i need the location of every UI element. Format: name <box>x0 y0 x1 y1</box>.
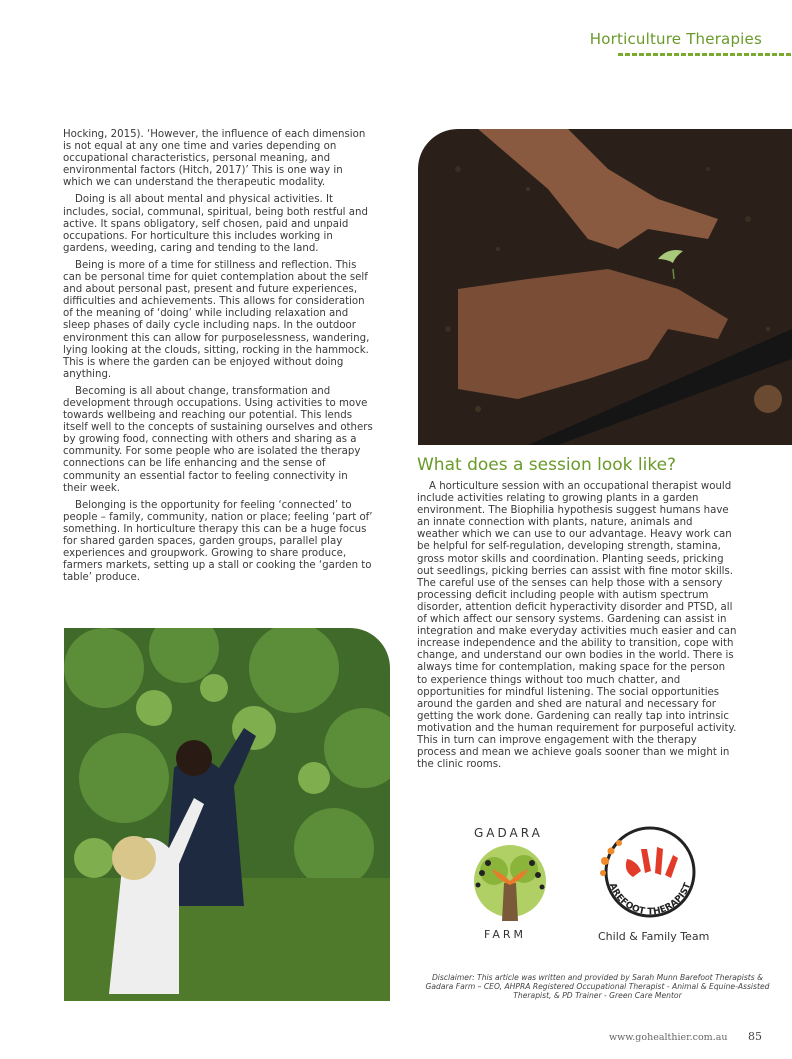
session-body: A horticulture session with an occupational therapist would include activities relating to growing plants in a garden environment. The Biophilia hypothesis suggest humans have an innate connection with plants, nature, animals and weather which we can use to our advantage. Heavy work can be helpful for self-regulation, developing strength, stamina, gross motor skills and coordination. Planting seeds, pricking out seedlings, picking berries can assist with fine motor skills. The careful use of the senses can help those with a sensory processing deficit including people with autism spectrum disorder, attention deficit hyperactivity disorder and PTSD, all of which affect our sensory systems. Gardening can assist in integration and make everyday activities much easier and can increase independence and the ability to transition, cope with change, and understand our own bodies in the world. There is always time for contemplation, making space for the person to experience things without too much chatter, and opportunities for mindful listening. The social opportunities around the garden and shed are natural and necessary for getting the work done. Gardening can really tap into intrinsic motivation and the human requirement for purposeful activity. This in turn can improve engagement with the therapy process and mean we achieve goals sooner than we might in the clinic rooms. <box>417 481 737 771</box>
session-heading: What does a session look like? <box>417 455 677 475</box>
gadara-logo-bottom-text: FARM <box>484 928 526 941</box>
page-number: 85 <box>748 1030 762 1043</box>
disclaimer: Disclaimer: This article was written and provided by Sarah Munn Barefoot Therapists & Gadara Farm – CEO, AHPRA Registered Occupational Therapist - Animal & Equine-Assisted Therapist, & PD Trainer - Green Care Mentor <box>425 973 770 1000</box>
gadara-farm-logo <box>460 823 560 943</box>
paragraph-belonging: Belonging is the opportunity for feeling ‘connected’ to people – family, community, nation or place; feeling ‘part of’ something. In horticulture therapy this can be a huge focus for shared garden spaces, garden groups, parallel play experiences and groupwork. Growing to share produce, farmers markets, setting up a stall or cooking the ‘garden to table’ produce. <box>63 499 373 584</box>
section-label: Horticulture Therapies <box>589 30 762 48</box>
paragraph-intro: Hocking, 2015). ‘However, the influence of each dimension is not equal at any one time and varies depending on occupational characteristics, personal meaning, and environmental factors (Hitch, 2017)’ This is one way in which we can understand the therapeutic modality. <box>63 129 366 189</box>
session-column <box>417 481 737 771</box>
barefoot-team-text: Child & Family Team <box>598 930 710 943</box>
children-garden-photo <box>64 628 390 1001</box>
footer-url[interactable]: www.gohealthier.com.au <box>609 1032 728 1043</box>
barefoot-logo-name: AREFOOT THERAPIST <box>606 881 694 918</box>
paragraph-becoming: Becoming is all about change, transformation and development through occupations. Using activities to move towards wellbeing and reaching our potential. This lends itself well to the concepts of sustaining ourselves and others by growing food, connecting with others and sharing as a community. For some people who are isolated the therapy connections can be life enhancing and the sense of community an essential factor to feeling connectivity in their week. <box>63 385 373 494</box>
svg-text:BAREFOOT THERAPISTS <box>585 817 694 917</box>
paragraph-doing: Doing is all about mental and physical activities. It includes, social, communal, spiritual, being both restful and active. It spans obligatory, self chosen, paid and unpaid occupations. For horticulture this includes working in gardens, weeding, caring and tending to the land. <box>63 194 368 254</box>
barefoot-therapists-logo <box>585 817 715 947</box>
left-column <box>63 129 373 589</box>
header-rule <box>618 53 792 56</box>
paragraph-being: Being is more of a time for stillness and reflection. This can be personal time for quiet contemplation about the self and about personal past, present and future experiences, difficulties and achievements. This allows for consideration of the meaning of ‘doing’ while including relaxation and sleep phases of daily cycle including naps. In the outdoor environment this can allow for purposelessness, wandering, lying looking at the clouds, sitting, rocking in the hammock. This is where the garden can be enjoyed without doing anything. <box>63 259 370 380</box>
hands-planting-photo <box>418 129 792 445</box>
gadara-logo-top-text: GADARA <box>474 826 543 840</box>
